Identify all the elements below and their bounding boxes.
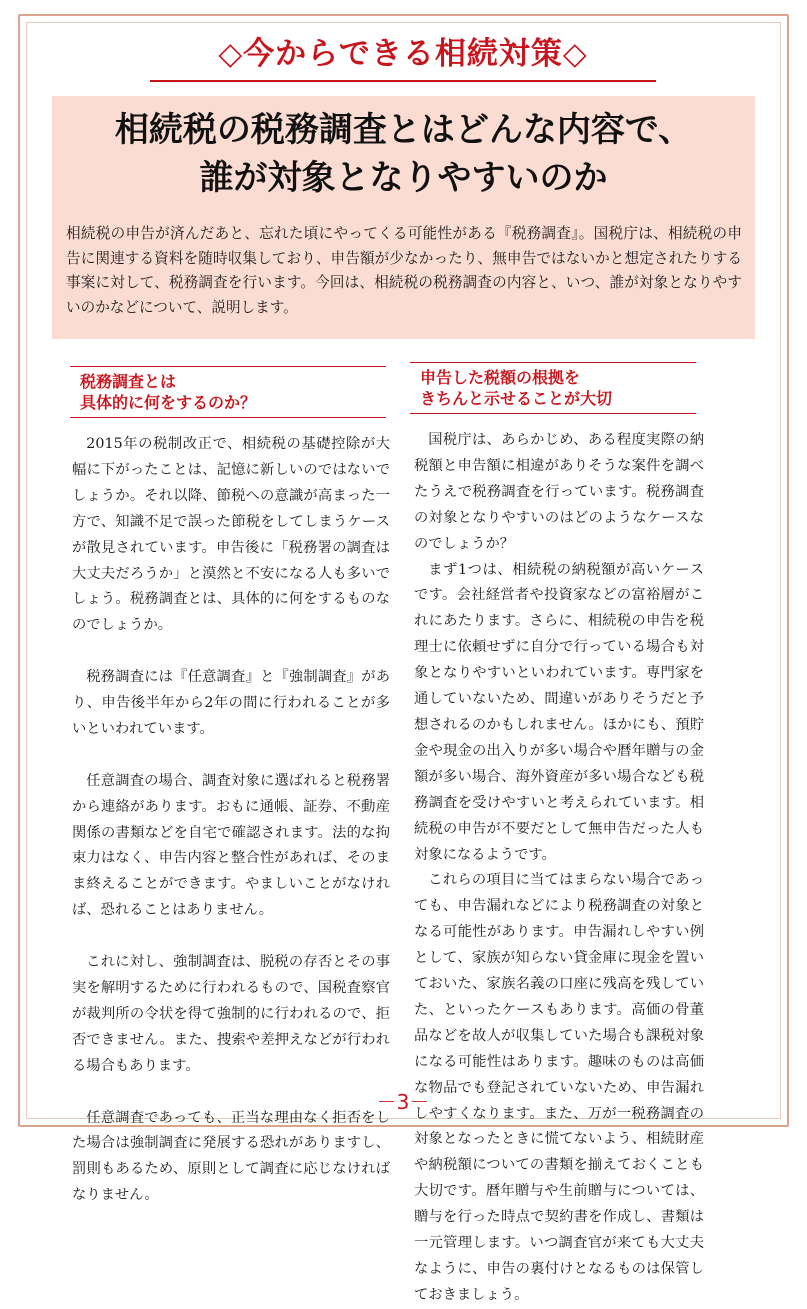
right-paragraph: これらの項目に当てはまらない場合であっても、申告漏れなどにより税務調査の対象となる可能性があります。申告漏れしやすい例として、家族が知らない貸金庫に現金を置いておいた、家族名義の口座に残高を残していた、といったケースもあります。高価の骨董品などを故人が収集していた場合も課税対象になる可能性はあります。趣味のものは高価な物品でも登記されていないため、申告漏れしやすくなります。また、万が一税務調査の対象となったときに慌てないよう、相続財産や納税額についての書類を揃えておくことも大切です。暦年贈与や生前贈与については、贈与を行った時点で契約書を作成し、書類は一元管理します。いつ調査官が来ても大丈夫なように、申告の裏付けとなるものは保管しておきましょう。 [414,872,704,1303]
left-heading-line-1: 税務調査とは [80,372,177,391]
series-title: ◇今からできる相続対策◇ [218,36,588,72]
left-paragraph: 税務調査には『任意調査』と『強制調査』があり、申告後半年から2年の間に行われることが多いといわれています。 [72,669,390,737]
page-headline [52,106,755,202]
right-paragraph: まず1つは、相続税の納税額が高いケースです。会社経営者や投資家などの富裕層がこれにあたります。さらに、相続税の申告を税理士に依頼せずに自分で行っている場合も対象となりやすいといわれています。専門家を通していないため、間違いがありそうだと予想されるのかもしれません。ほかにも、預貯金や現金の出入りが多い場合や暦年贈与の金額が多い場合、海外資産が多い場合なども税務調査を受けやすいと考えられています。相続税の申告が不要だとして無申告だった人も対象になるようです。 [414,561,704,863]
left-heading-line-2: 具体的に何をするのか？ [80,393,257,412]
series-title-underline [150,80,656,82]
right-column-heading [410,362,696,414]
right-heading-line-2: きちんと示せることが大切 [420,389,613,408]
right-heading-line-1: 申告した税額の根拠を [420,368,581,387]
page-number: －3－ [376,1090,430,1114]
right-column-body [414,428,704,1309]
left-paragraph: 2015年の税制改正で、相続税の基礎控除が大幅に下がったことは、記憶に新しいのではないでしょうか。それ以降、節税への意識が高まった一方で、知識不足で誤った節税をしてしまうケースが散見されています。申告後に「税務署の調査は大丈夫だろうか」と漠然と不安になる人も多いでしょう。税務調査とは、具体的に何をするものなのでしょうか。 [72,436,390,634]
headline-line-2: 誰が対象となりやすいのか [199,158,608,198]
lead-paragraph: 相続税の申告が済んだあと、忘れた頃にやってくる可能性がある『税務調査』。国税庁は、相続税の申告に関連する資料を随時収集しており、申告額が少なかったり、無申告ではないかと想定されたりする事案に対して、税務調査を行います。今回は、相続税の税務調査の内容と、いつ、誰が対象となりやすいのかなどについて、説明します。 [66,225,742,316]
left-paragraph: これに対し、強制調査は、脱税の存否とその事実を解明するために行われるもので、国税査察官が裁判所の令状を得て強制的に行われるので、拒否できません。また、捜索や差押えなどが行われる場合もあります。 [72,954,390,1074]
left-paragraph: 任意調査であっても、正当な理由なく拒否をした場合は強制調査に発展する恐れがありますし、罰則もあるため、原則として調査に応じなければなりません。 [72,1109,390,1204]
right-paragraph: 国税庁は、あらかじめ、ある程度実際の納税額と申告額に相違がありそうな案件を調べたうえで税務調査を行っています。税務調査の対象となりやすいのはどのようなケースなのでしょうか？ [414,432,704,552]
left-column-heading [70,366,386,418]
headline-line-1: 相続税の税務調査とはどんな内容で、 [114,110,693,150]
left-paragraph: 任意調査の場合、調査対象に選ばれると税務署から連絡があります。おもに通帳、証券、不動産関係の書類などを自宅で確認されます。法的な拘束力はなく、申告内容と整合性があれば、そのまま終えることができます。やましいことがなければ、恐れることはありません。 [72,772,390,919]
